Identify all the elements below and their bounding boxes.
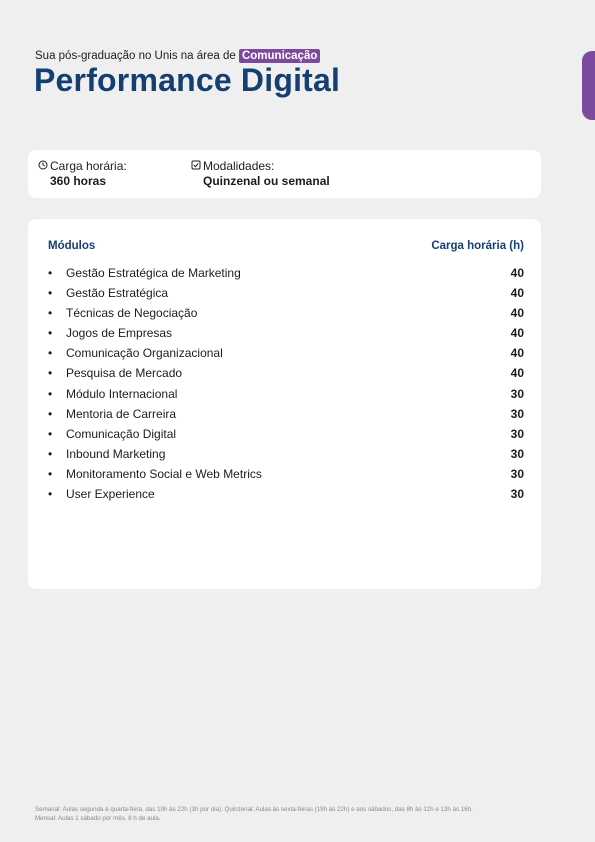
intro-text: Sua pós-graduação no Unis na área de <box>35 50 236 62</box>
area-badge: Comunicação <box>239 49 320 63</box>
module-hours: 30 <box>510 406 524 421</box>
module-hours: 40 <box>510 366 524 381</box>
module-name: Jogos de Empresas <box>66 326 173 341</box>
checkbox-icon <box>191 160 201 170</box>
module-hours: 30 <box>510 386 524 401</box>
bullet-icon: • <box>48 366 53 381</box>
bullet-icon: • <box>48 266 53 280</box>
module-hours: 30 <box>510 426 524 441</box>
module-row <box>28 286 541 306</box>
schedule-footnote <box>35 805 555 823</box>
page-title: Performance Digital <box>34 62 341 98</box>
intro-line <box>35 49 320 63</box>
module-name: Inbound Marketing <box>66 446 166 461</box>
course-hours-info <box>50 159 127 188</box>
module-row <box>28 266 541 286</box>
bullet-icon: • <box>48 487 53 502</box>
bullet-icon: • <box>48 286 53 301</box>
module-row <box>28 447 541 467</box>
modules-list <box>28 266 541 507</box>
module-row <box>28 487 541 507</box>
footnote-line-2: Mensal: Aulas 1 sábado por mês, 8 h de aula. <box>35 815 161 822</box>
module-hours: 40 <box>510 326 524 341</box>
module-row <box>28 427 541 447</box>
module-hours: 30 <box>510 446 524 461</box>
module-name: User Experience <box>66 487 155 502</box>
module-name: Técnicas de Negociação <box>66 306 198 321</box>
module-name: Pesquisa de Mercado <box>66 366 183 381</box>
module-row <box>28 306 541 326</box>
hours-label: Carga horária: <box>50 159 127 173</box>
bullet-icon: • <box>48 466 53 481</box>
bullet-icon: • <box>48 406 53 421</box>
bullet-icon: • <box>48 306 53 321</box>
module-row <box>28 407 541 427</box>
module-row <box>28 326 541 346</box>
bullet-icon: • <box>48 426 53 441</box>
module-hours: 30 <box>510 487 524 502</box>
module-row <box>28 346 541 366</box>
hours-value: 360 horas <box>50 174 107 188</box>
modules-card <box>28 219 541 589</box>
module-name: Módulo Internacional <box>66 386 178 401</box>
module-name: Gestão Estratégica de Marketing <box>66 266 241 280</box>
bullet-icon: • <box>48 346 53 361</box>
clock-icon <box>38 160 48 170</box>
module-name: Mentoria de Carreira <box>66 406 177 421</box>
module-hours: 40 <box>510 266 524 280</box>
modality-label: Modalidades: <box>203 159 275 173</box>
course-info-card <box>28 150 541 198</box>
modules-column-header: Módulos <box>48 240 96 252</box>
footnote-line-1: Semanal: Aulas segunda à quarta-feira, das 19h às 22h (3h por dia). Quinzenal: Aulas às sexta-feiras (19h às 22h) e aos sábados, das 8h às 12h e 13h às 16h. <box>35 806 473 813</box>
module-name: Monitoramento Social e Web Metrics <box>66 466 262 481</box>
module-hours: 40 <box>510 286 524 301</box>
module-hours: 40 <box>510 346 524 361</box>
hours-column-header: Carga horária (h) <box>431 240 524 252</box>
bullet-icon: • <box>48 446 53 461</box>
module-hours: 40 <box>510 306 524 321</box>
module-row <box>28 467 541 487</box>
module-name: Comunicação Digital <box>66 426 177 441</box>
module-row <box>28 366 541 386</box>
course-modality-info <box>203 159 330 188</box>
module-name: Comunicação Organizacional <box>66 346 223 361</box>
module-hours: 30 <box>510 466 524 481</box>
modality-value: Quinzenal ou semanal <box>203 174 330 188</box>
bullet-icon: • <box>48 386 53 401</box>
side-tab-decoration <box>582 51 595 120</box>
module-row <box>28 387 541 407</box>
module-name: Gestão Estratégica <box>66 286 169 301</box>
bullet-icon: • <box>48 326 53 341</box>
